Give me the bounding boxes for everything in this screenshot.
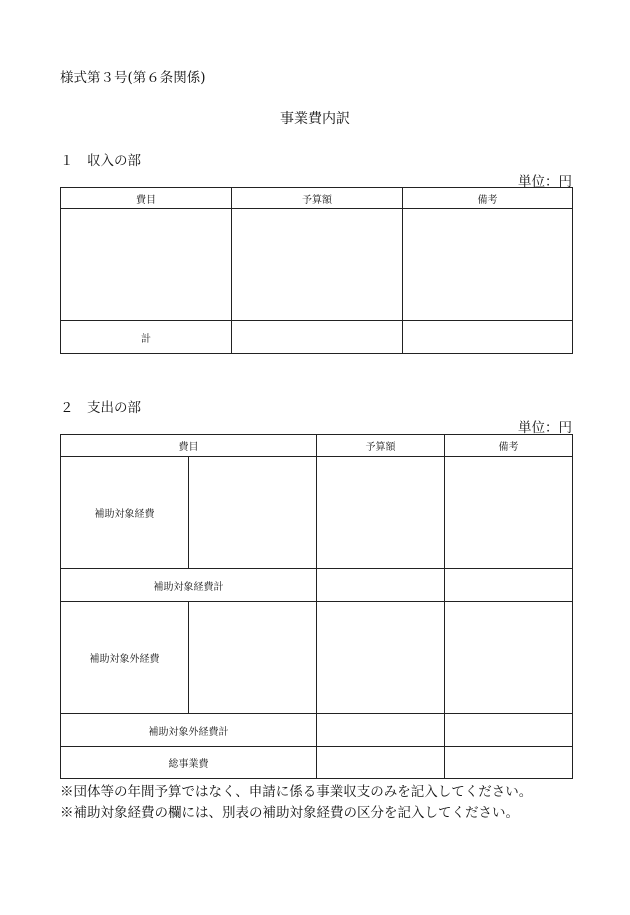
income-header-remarks: 備考	[403, 188, 573, 209]
grand-total-budget-cell[interactable]	[317, 747, 445, 779]
non-subsidized-row	[61, 602, 573, 714]
non-subsidized-label: 補助対象外経費	[61, 602, 189, 714]
non-subsidized-detail-cell[interactable]	[189, 602, 317, 714]
subsidized-total-remarks-cell[interactable]	[445, 569, 573, 602]
subsidized-total-label: 補助対象経費計	[61, 569, 317, 602]
non-subsidized-total-row	[61, 714, 573, 747]
non-subsidized-budget-cell[interactable]	[317, 602, 445, 714]
expense-header-row	[61, 435, 573, 457]
expense-header-remarks: 備考	[445, 435, 573, 457]
form-number: 様式第３号(第６条関係)	[60, 70, 206, 86]
subsidized-budget-cell[interactable]	[317, 457, 445, 569]
expense-header-budget: 予算額	[317, 435, 445, 457]
subsidized-remarks-cell[interactable]	[445, 457, 573, 569]
income-item-cell[interactable]	[61, 209, 232, 321]
expense-section-heading: ２ 支出の部	[60, 400, 141, 416]
subsidized-label: 補助対象経費	[61, 457, 189, 569]
income-table	[60, 187, 573, 354]
subsidized-detail-cell[interactable]	[189, 457, 317, 569]
non-subsidized-remarks-cell[interactable]	[445, 602, 573, 714]
non-subsidized-total-remarks-cell[interactable]	[445, 714, 573, 747]
income-header-budget: 予算額	[232, 188, 403, 209]
income-total-budget-cell[interactable]	[232, 321, 403, 354]
expense-unit-label: 単位：円	[518, 420, 572, 436]
grand-total-remarks-cell[interactable]	[445, 747, 573, 779]
subsidized-row	[61, 457, 573, 569]
note-subsidized-category: ※補助対象経費の欄には、別表の補助対象経費の区分を記入してください。	[60, 805, 519, 821]
expense-header-item: 費目	[61, 435, 317, 457]
subsidized-total-row	[61, 569, 573, 602]
income-header-row	[61, 188, 573, 209]
income-total-row	[61, 321, 573, 354]
expense-table	[60, 434, 573, 779]
document-title: 事業費内訳	[280, 111, 350, 127]
income-budget-cell[interactable]	[232, 209, 403, 321]
grand-total-row	[61, 747, 573, 779]
income-unit-label: 単位：円	[518, 174, 572, 190]
income-total-remarks-cell[interactable]	[403, 321, 573, 354]
non-subsidized-total-budget-cell[interactable]	[317, 714, 445, 747]
subsidized-total-budget-cell[interactable]	[317, 569, 445, 602]
income-header-item: 費目	[61, 188, 232, 209]
income-section-heading: １ 収入の部	[60, 153, 141, 169]
grand-total-label: 総事業費	[61, 747, 317, 779]
note-annual-budget: ※団体等の年間予算ではなく、申請に係る事業収支のみを記入してください。	[60, 784, 533, 800]
income-entry-row	[61, 209, 573, 321]
non-subsidized-total-label: 補助対象外経費計	[61, 714, 317, 747]
income-remarks-cell[interactable]	[403, 209, 573, 321]
income-total-label: 計	[61, 321, 232, 354]
